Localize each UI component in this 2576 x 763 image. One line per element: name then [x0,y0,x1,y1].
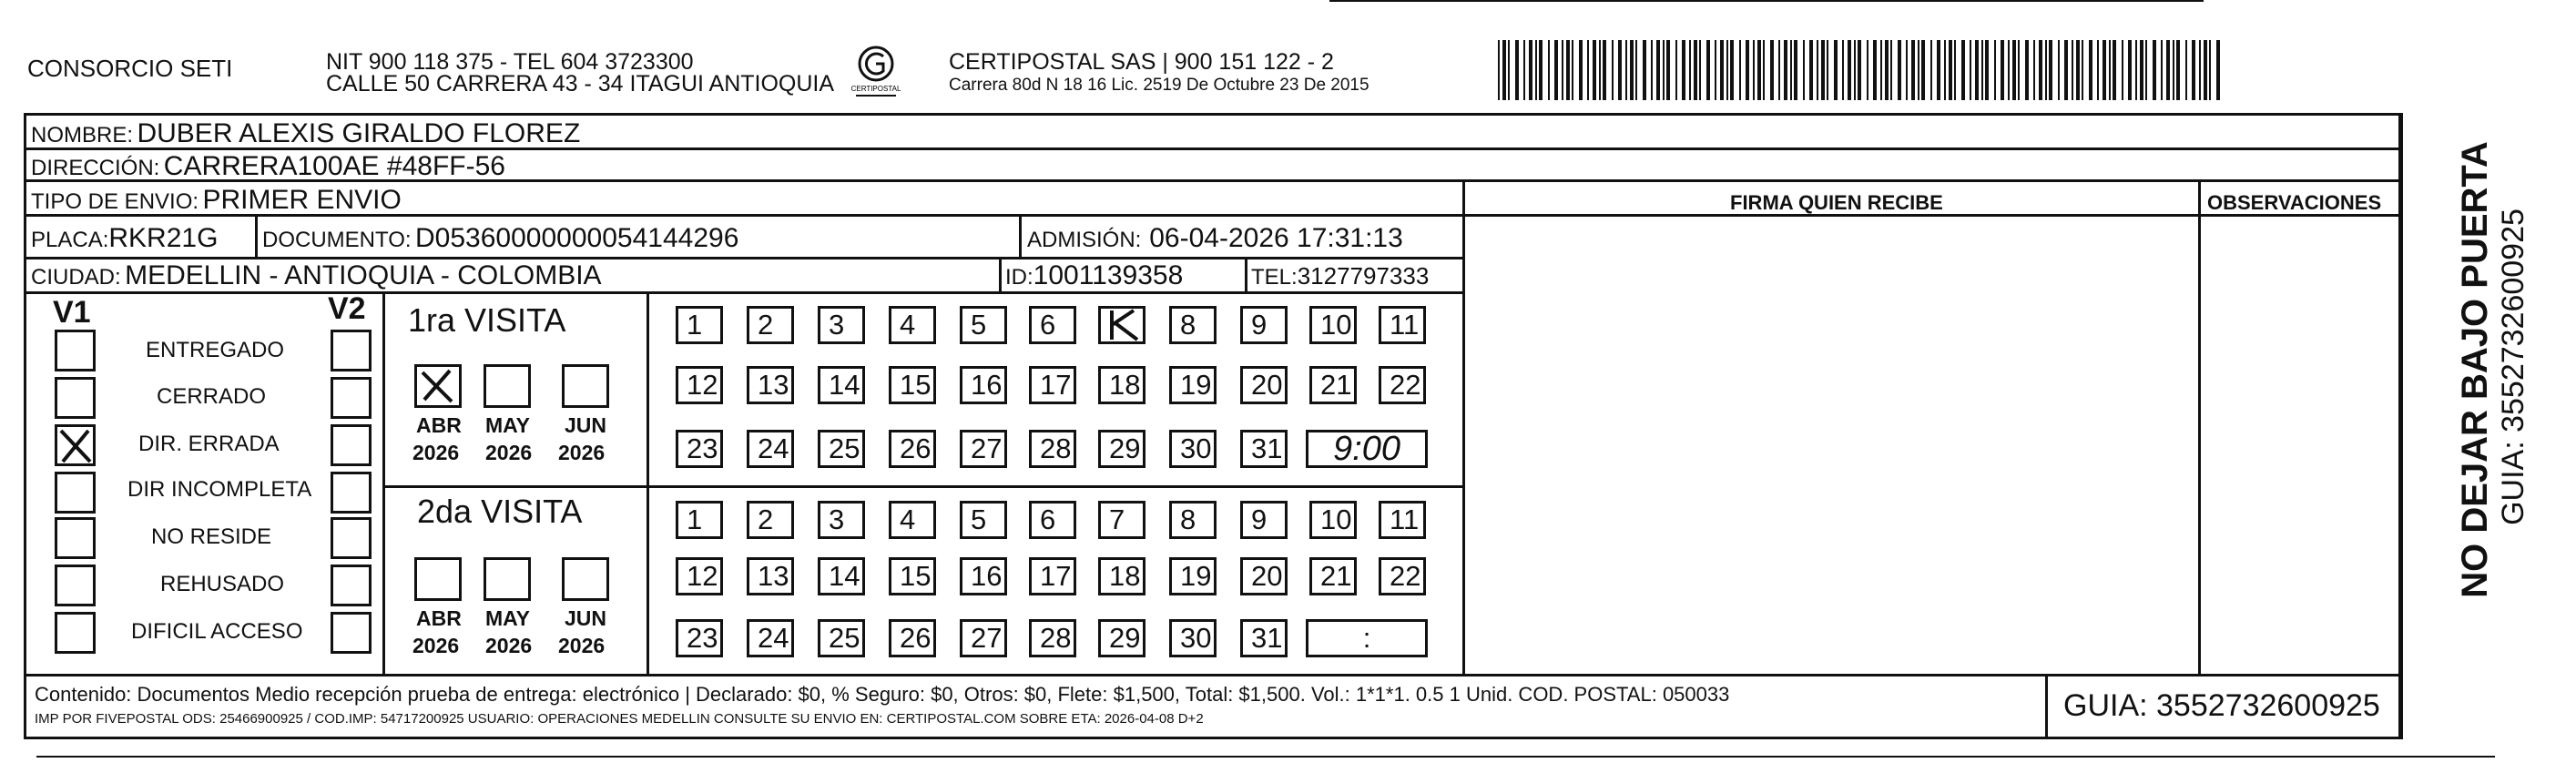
side-warning: NO DEJAR BAJO PUERTA [2455,141,2495,598]
barcode-bar [2122,40,2123,100]
barcode-bar [1784,40,1787,100]
barcode-bar [2216,40,2220,100]
barcode-bar [1975,40,1979,100]
barcode-bar [2001,40,2004,100]
barcode-bar [2064,40,2068,100]
barcode-bar [1515,40,1519,100]
footer-contenido: Contenido: Documentos Medio recepción prueba de entrega: electrónico | Declarado: $0, % Seguro: $0, Otros: $0, Flete: $1,500, Total: $1,500. Vol.: 1*1*1. 0.5 1 Unid. COD. POSTAL: 050033 [35,683,1730,706]
barcode-bar [2076,40,2080,100]
second-visit-day-box[interactable]: 4 [889,501,936,539]
second-month-may-box[interactable] [484,557,531,601]
firma-header: FIRMA QUIEN RECIBE [1730,191,1943,214]
barcode-bar [1612,40,1614,100]
barcode-bar [1921,40,1925,100]
first-visit-day-box[interactable]: 15 [889,366,936,404]
first-visit-time-box[interactable]: 9:00 [1306,430,1428,468]
second-visit-time-box[interactable]: : [1306,619,1428,657]
second-visit-day-box[interactable]: 25 [818,619,865,657]
barcode-bar [1554,40,1558,100]
first-visit-title: 1ra VISITA [408,301,566,339]
barcode-bar [1535,40,1537,100]
second-visit-day-box[interactable]: 14 [818,557,865,595]
status-dificil-acceso: DIFICIL ACCESO [131,619,303,644]
second-visit-day-box[interactable]: 28 [1029,619,1076,657]
barcode-bar [1790,40,1792,100]
barcode-bar [2209,40,2211,100]
first-visit-day-box[interactable]: 24 [747,430,794,468]
second-visit-day-box[interactable]: 31 [1240,619,1288,657]
check-mark-icon [417,367,459,405]
first-visit-day-box[interactable]: 9 [1240,306,1288,344]
barcode-bar [1689,40,1691,100]
barcode-bar [1603,40,1606,100]
first-visit-day-box[interactable]: 21 [1309,366,1357,404]
barcode-bar [2089,40,2092,100]
barcode-bar [1587,40,1589,100]
v2-header: V2 [328,291,366,326]
barcode-bar [1911,40,1915,100]
status-cerrado: CERRADO [157,384,267,409]
barcode-bar [1529,40,1532,100]
first-month-may: MAY [485,413,530,437]
first-visit-day-box[interactable]: 26 [889,430,936,468]
barcode-bar [2153,40,2156,100]
v1-checkbox-cerrado[interactable] [55,377,96,419]
placa-label: PLACA: [31,228,109,252]
barcode-bar [2140,40,2143,100]
barcode-bar [2204,40,2207,100]
nombre-label: NOMBRE: [31,123,134,148]
barcode-bar [1873,40,1877,100]
second-visit-day-box[interactable]: 29 [1098,619,1145,657]
first-visit-day-box[interactable]: 20 [1240,366,1288,404]
certipostal-logo [849,44,903,100]
barcode-bar [1699,40,1701,100]
barcode-bar [2025,40,2029,100]
barcode-bar [2039,40,2042,100]
first-visit-day-box[interactable]: 6 [1029,306,1076,344]
second-visit-day-box[interactable]: 8 [1169,501,1217,539]
second-visit-day-box[interactable]: 1 [676,501,723,539]
barcode-bar [1809,40,1813,100]
barcode-bar [1675,40,1677,100]
barcode-bar [2109,40,2111,100]
first-month-abr: ABR [416,413,462,437]
first-visit-day-box[interactable]: 31 [1240,430,1288,468]
barcode-bar [1651,40,1653,100]
first-visit-day-box[interactable]: 28 [1029,430,1076,468]
direccion-value: CARRERA100AE #48FF-56 [163,151,505,181]
barcode-bar [2058,40,2060,100]
id-value: 1001139358 [1033,260,1184,290]
first-year-jun: 2026 [558,441,606,464]
barcode-bar [2103,40,2106,100]
second-visit-day-box[interactable]: 20 [1240,557,1288,595]
admision-label: ADMISIÓN: [1027,228,1142,252]
barcode-bar [1630,40,1634,100]
barcode [1498,40,2222,100]
barcode-bar [1858,40,1861,100]
barcode-bar [1794,40,1797,100]
tipo-envio-label: TIPO DE ENVIO: [31,189,199,214]
second-visit-day-box[interactable]: 17 [1029,557,1076,595]
barcode-bar [2018,40,2020,100]
barcode-bar [1715,40,1716,100]
v1-checkbox-entregado[interactable] [55,330,96,371]
v2-checkbox-dir-incompleta[interactable] [331,472,372,514]
company-name: CONSORCIO SETI [27,55,233,82]
side-guia: GUIA: 3552732600925 [2496,209,2530,525]
v1-header: V1 [53,295,91,330]
second-visit-day-box[interactable]: 27 [960,619,1007,657]
ciudad-value: MEDELLIN - ANTIOQUIA - COLOMBIA [125,260,602,290]
barcode-bar [1763,40,1765,100]
barcode-bar [1508,40,1510,100]
barcode-bar [1618,40,1622,100]
barcode-bar [1562,40,1563,100]
barcode-bar [1666,40,1670,100]
first-visit-day-box[interactable]: 27 [960,430,1007,468]
barcode-bar [1572,40,1573,100]
tel-label: TEL: [1251,265,1298,290]
courier-company-line: CERTIPOSTAL SAS | 900 151 122 - 2 [949,49,1334,75]
barcode-bar [1726,40,1728,100]
footer-guia: GUIA: 3552732600925 [2063,688,2380,723]
v2-checkbox-dificil-acceso[interactable] [331,612,372,654]
barcode-bar [1867,40,1868,100]
second-visit-day-box[interactable]: 18 [1098,557,1145,595]
first-visit-day-box[interactable]: 3 [818,306,865,344]
status-rehusado: REHUSADO [160,572,285,596]
observaciones-header: OBSERVACIONES [2207,191,2382,214]
barcode-bar [1930,40,1932,100]
barcode-bar [2082,40,2083,100]
barcode-bar [2012,40,2016,100]
status-dir-incompleta: DIR INCOMPLETA [127,477,312,502]
barcode-bar [1720,40,1724,100]
barcode-bar [1834,40,1838,100]
barcode-bar [1906,40,1908,100]
first-visit-day-box[interactable]: 13 [747,366,794,404]
second-month-abr-box[interactable] [414,557,462,601]
second-visit-day-box[interactable]: 26 [889,619,936,657]
barcode-bar [2072,40,2073,100]
ciudad-label: CIUDAD: [31,265,121,290]
v1-checkbox-no-reside[interactable] [55,517,96,559]
barcode-bar [1663,40,1665,100]
barcode-bar [1778,40,1780,100]
barcode-bar [1635,40,1637,100]
id-label: ID: [1005,265,1033,290]
first-month-jun-box[interactable] [562,364,609,408]
barcode-bar [2199,40,2201,100]
barcode-bar [1706,40,1710,100]
first-visit-day-box[interactable]: 30 [1169,430,1217,468]
barcode-bar [1970,40,1971,100]
barcode-bar [1885,40,1889,100]
first-visit-day-box[interactable]: 1 [676,306,723,344]
barcode-bar [1579,40,1583,100]
barcode-bar [1854,40,1856,100]
second-visit-day-box[interactable]: 6 [1029,501,1076,539]
barcode-bar [2049,40,2052,100]
barcode-bar [1539,40,1543,100]
first-visit-day-box[interactable]: 11 [1379,306,1426,344]
barcode-bar [1848,40,1851,100]
barcode-bar [1890,40,1892,100]
barcode-bar [1593,40,1596,100]
second-month-jun-box[interactable] [562,557,609,601]
first-year-may: 2026 [485,441,533,464]
second-visit-day-box[interactable]: 24 [747,619,794,657]
barcode-bar [1523,40,1525,100]
tel-value: 3127797333 [1297,262,1430,290]
second-visit-day-box[interactable]: 23 [676,619,723,657]
footer-imp: IMP POR FIVEPOSTAL ODS: 25466900925 / COD.IMP: 54717200925 USUARIO: OPERACIONES MEDELLIN CONSULTE SU ENVIO EN: CERTIPOSTAL.COM SOBRE ETA: 2026-04-08 D+2 [35,711,1204,727]
first-visit-day-box[interactable] [1098,306,1145,344]
second-visit-day-box[interactable]: 5 [960,501,1007,539]
second-year-abr: 2026 [412,634,460,657]
second-visit-day-box[interactable]: 12 [676,557,723,595]
second-visit-day-box[interactable]: 2 [747,501,794,539]
side-text [2411,117,2530,645]
status-entregado: ENTREGADO [146,338,285,362]
v2-checkbox-dir-errada[interactable] [331,424,372,466]
first-visit-day-box[interactable]: 12 [676,366,723,404]
documento-label: DOCUMENTO: [262,228,412,252]
barcode-bar [2128,40,2132,100]
second-visit-day-box[interactable]: 16 [960,557,1007,595]
first-visit-day-box[interactable]: 18 [1098,366,1145,404]
logo-text: CERTIPOSTAL [850,85,901,93]
barcode-bar [1937,40,1940,100]
second-visit-day-box[interactable]: 9 [1240,501,1288,539]
second-visit-title: 2da VISITA [417,493,583,530]
second-visit-day-box[interactable]: 13 [747,557,794,595]
barcode-bar [2033,40,2035,100]
barcode-bar [2173,40,2174,100]
documento-value: D05360000000054144296 [415,223,739,253]
barcode-bar [1656,40,1660,100]
barcode-bar [1757,40,1761,100]
first-visit-day-box[interactable]: 23 [676,430,723,468]
second-year-may: 2026 [485,634,533,657]
v1-checkbox-dificil-acceso[interactable] [55,612,96,654]
barcode-bar [1949,40,1952,100]
second-month-may: MAY [485,606,530,630]
second-visit-day-box[interactable]: 10 [1309,501,1357,539]
first-visit-day-box[interactable]: 19 [1169,366,1217,404]
status-no-reside: NO RESIDE [151,524,272,549]
first-visit-day-box[interactable]: 16 [960,366,1007,404]
first-visit-day-box[interactable]: 14 [818,366,865,404]
barcode-bar [1548,40,1550,100]
barcode-bar [2097,40,2099,100]
direccion-label: DIRECCIÓN: [31,156,160,180]
barcode-bar [1880,40,1882,100]
first-month-abr-box[interactable] [414,364,462,408]
barcode-bar [1502,40,1506,100]
v2-checkbox-rehusado[interactable] [331,565,372,606]
barcode-bar [2161,40,2163,100]
barcode-bar [1827,40,1828,100]
first-visit-day-box[interactable]: 22 [1379,366,1426,404]
barcode-bar [1625,40,1627,100]
v1-checkbox-dir-errada[interactable] [55,424,96,466]
barcode-bar [1694,40,1697,100]
barcode-bar [1954,40,1956,100]
second-visit-day-box[interactable]: 19 [1169,557,1217,595]
barcode-bar [1643,40,1646,100]
barcode-bar [2113,40,2116,100]
v2-checkbox-entregado[interactable] [331,330,372,371]
second-visit-day-box[interactable]: 15 [889,557,936,595]
barcode-bar [1753,40,1755,100]
second-visit-day-box[interactable]: 22 [1379,557,1426,595]
barcode-bar [1981,40,1983,100]
barcode-bar [2045,40,2047,100]
first-visit-day-box[interactable]: 25 [818,430,865,468]
barcode-bar [1770,40,1774,100]
admision-value: 06-04-2026 17:31:13 [1149,223,1403,253]
barcode-bar [2192,40,2195,100]
first-visit-day-box[interactable]: 4 [889,306,936,344]
tipo-envio-value: PRIMER ENVIO [202,185,402,215]
courier-license-line: Carrera 80d N 18 16 Lic. 2519 De Octubre 23 De 2015 [949,76,1369,95]
second-visit-day-box[interactable]: 21 [1309,557,1357,595]
barcode-bar [1994,40,1996,100]
barcode-bar [1898,40,1901,100]
barcode-bar [1821,40,1825,100]
barcode-bar [1739,40,1741,100]
nombre-value: DUBER ALEXIS GIRALDO FLOREZ [137,118,581,148]
first-visit-day-box[interactable]: 5 [960,306,1007,344]
v1-checkbox-dir-incompleta[interactable] [55,472,96,514]
first-visit-day-box[interactable]: 2 [747,306,794,344]
barcode-bar [1944,40,1946,100]
second-visit-day-box[interactable]: 3 [818,501,865,539]
barcode-bar [2185,40,2187,100]
barcode-bar [1682,40,1685,100]
barcode-bar [1803,40,1805,100]
v1-checkbox-rehusado[interactable] [55,565,96,606]
second-visit-day-box[interactable]: 11 [1379,501,1426,539]
barcode-bar [1498,40,1500,100]
barcode-bar [1985,40,1989,100]
first-visit-day-box[interactable]: 29 [1098,430,1145,468]
second-visit-day-box[interactable]: 30 [1169,619,1217,657]
second-month-jun: JUN [565,606,607,630]
barcode-bar [1599,40,1601,100]
first-visit-day-box[interactable]: 10 [1309,306,1357,344]
status-dir-errada: DIR. ERRADA [138,432,280,456]
barcode-bar [1730,40,1734,100]
v2-checkbox-cerrado[interactable] [331,377,372,419]
barcode-bar [2008,40,2010,100]
company-nit-line: NIT 900 118 375 - TEL 604 3723300 [326,49,694,75]
barcode-bar [1961,40,1965,100]
barcode-bar [2166,40,2170,100]
barcode-bar [1918,40,1919,100]
v2-checkbox-no-reside[interactable] [331,517,372,559]
first-year-abr: 2026 [412,441,460,464]
check-mark-icon [57,427,94,463]
barcode-bar [2145,40,2147,100]
barcode-bar [1746,40,1749,100]
barcode-bar [2135,40,2137,100]
first-visit-day-box[interactable]: 8 [1169,306,1217,344]
first-visit-day-box[interactable]: 17 [1029,366,1076,404]
second-year-jun: 2026 [558,634,606,657]
second-month-abr: ABR [416,606,462,630]
barcode-bar [1566,40,1570,100]
barcode-bar [2176,40,2180,100]
first-month-may-box[interactable] [484,364,531,408]
barcode-bar [1842,40,1844,100]
barcode-bar [1817,40,1818,100]
second-visit-day-box[interactable]: 7 [1098,501,1145,539]
placa-value: RKR21G [108,223,219,253]
company-address-line: CALLE 50 CARRERA 43 - 34 ITAGUI ANTIOQUIA [326,71,835,97]
first-month-jun: JUN [565,413,607,437]
